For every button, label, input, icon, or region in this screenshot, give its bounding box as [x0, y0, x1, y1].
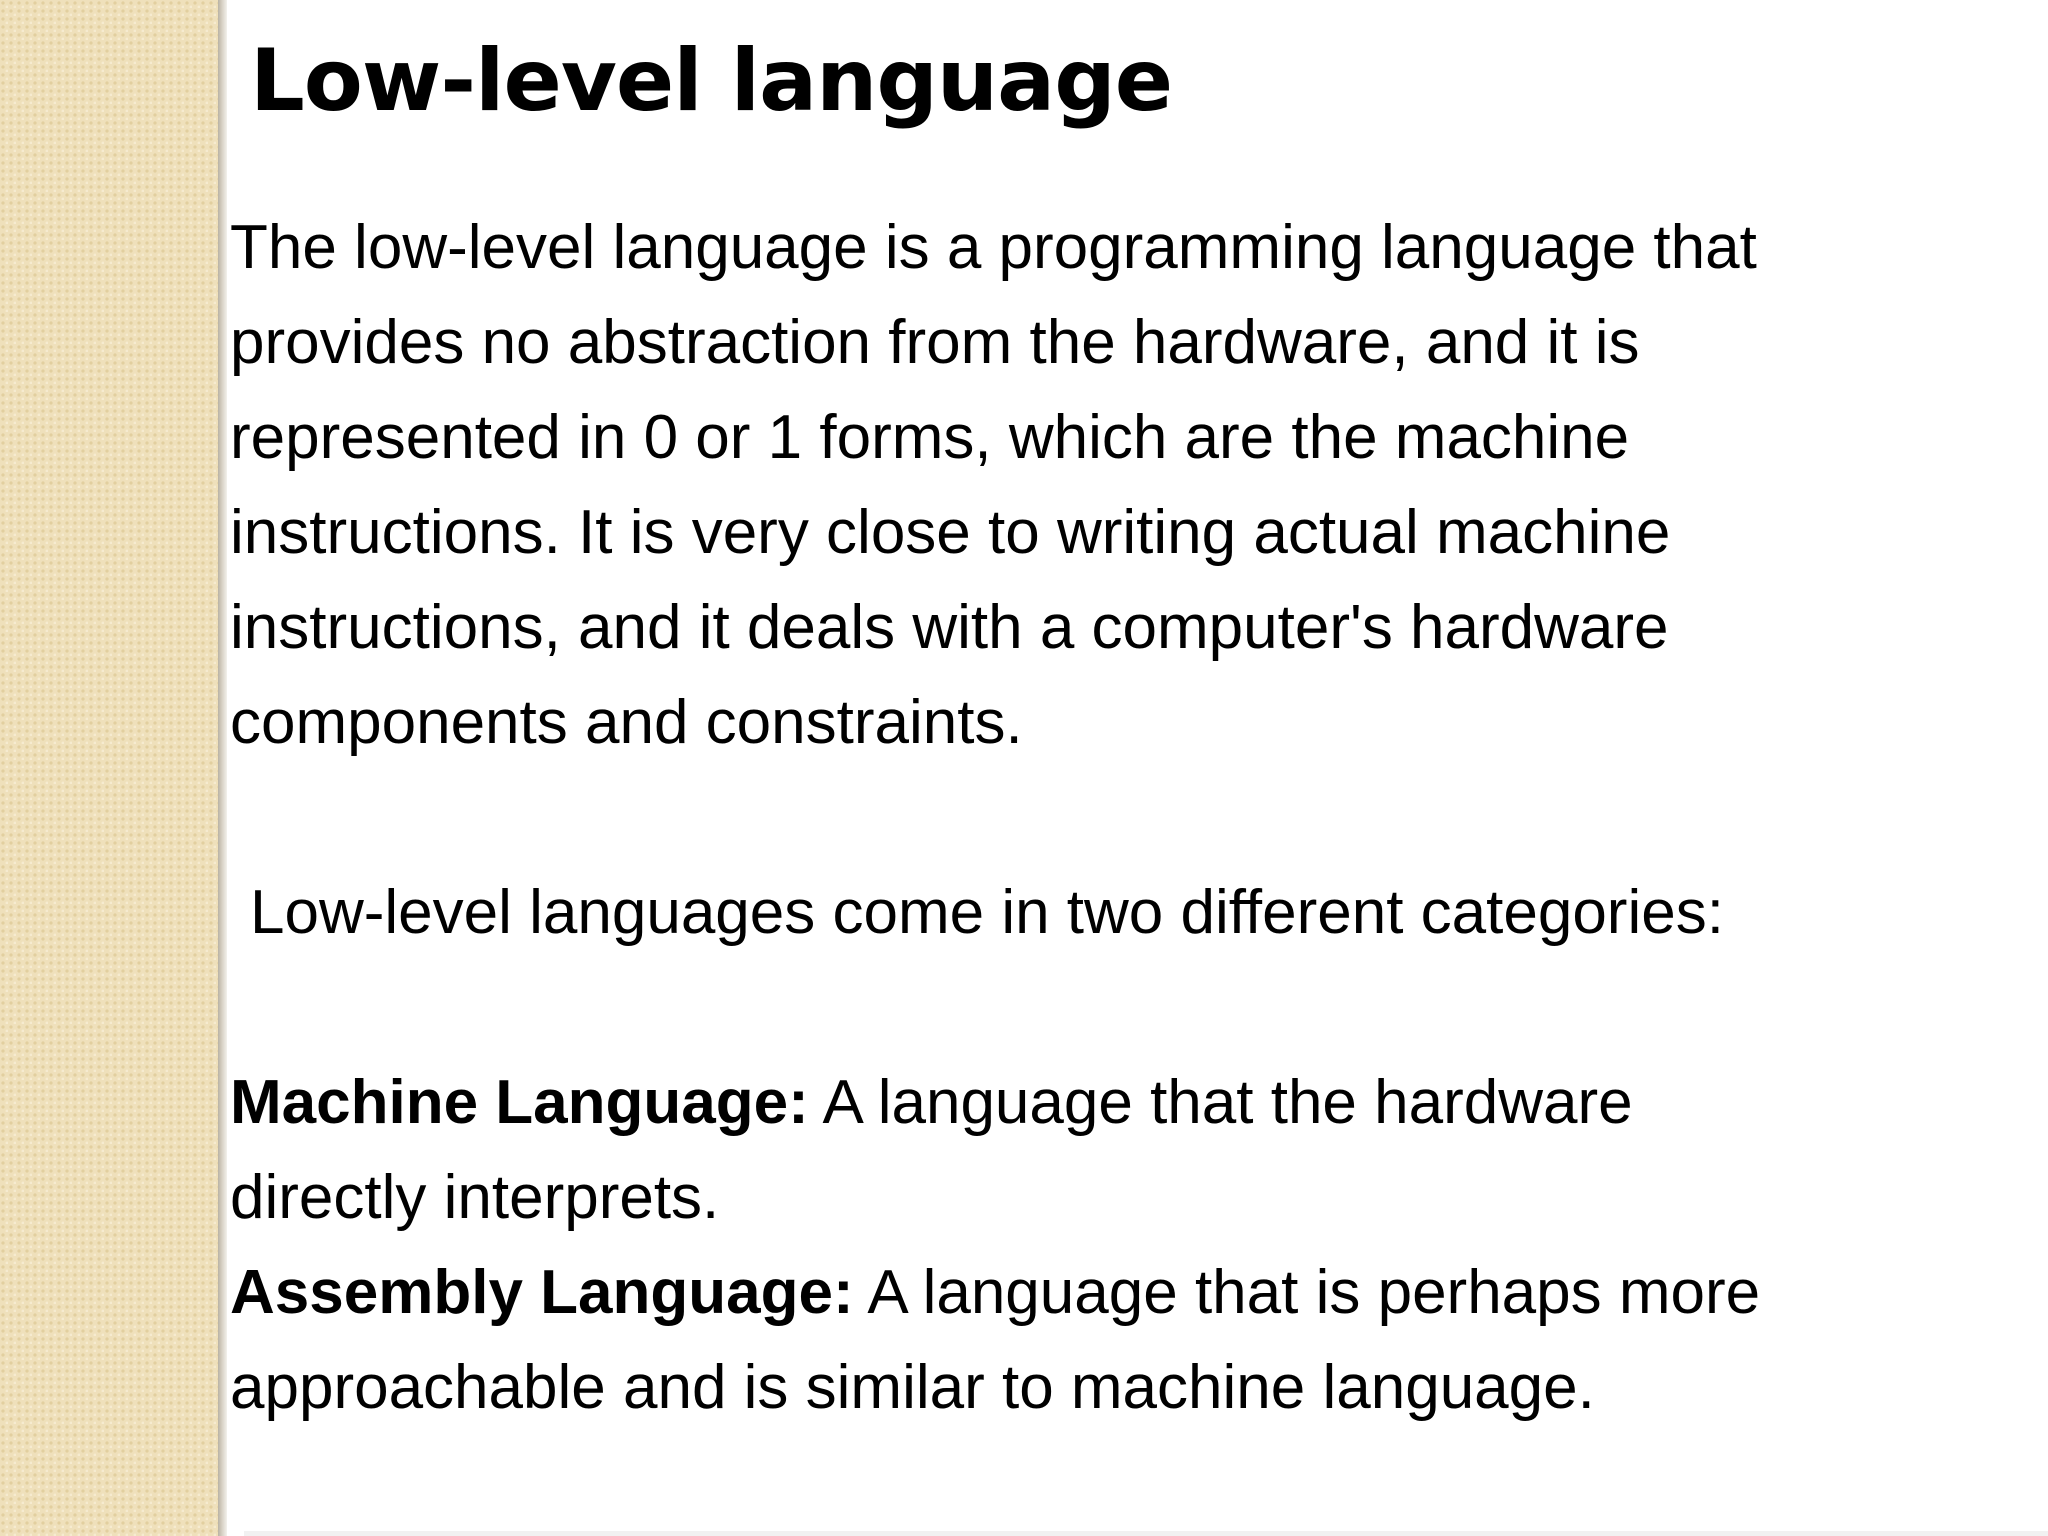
slide-title: Low-level language: [250, 31, 1173, 131]
intro-line-2: provides no abstraction from the hardware, and it is: [230, 308, 1640, 377]
machine-language-line-2: directly interprets.: [230, 1163, 720, 1232]
assembly-language-term: Assembly Language:: [230, 1258, 854, 1327]
side-band-edge: [218, 0, 227, 1536]
machine-language-line-1: [230, 1055, 2030, 1150]
machine-language-desc-1: A language that the hardware: [808, 1068, 1633, 1137]
decorative-side-band: [0, 0, 218, 1536]
intro-line-3: represented in 0 or 1 forms, which are the machine: [230, 403, 1630, 472]
intro-line-1: The low-level language is a programming language that: [230, 213, 1757, 282]
intro-line-6: components and constraints.: [230, 688, 1023, 757]
spacer: [230, 960, 2030, 1055]
intro-line-4: instructions. It is very close to writing actual machine: [230, 498, 1671, 567]
assembly-language-desc-1: A language that is perhaps more: [853, 1258, 1761, 1327]
bottom-strip: [244, 1531, 2048, 1536]
assembly-language-line-1: [230, 1245, 2030, 1340]
categories-intro: Low-level languages come in two different categories:: [250, 878, 1724, 947]
assembly-language-line-2: approachable and is similar to machine language.: [230, 1353, 1595, 1422]
machine-language-term: Machine Language:: [230, 1068, 809, 1137]
intro-line-5: instructions, and it deals with a computer's hardware: [230, 593, 1669, 662]
slide-body: [230, 200, 2030, 1435]
spacer: [230, 770, 2030, 865]
